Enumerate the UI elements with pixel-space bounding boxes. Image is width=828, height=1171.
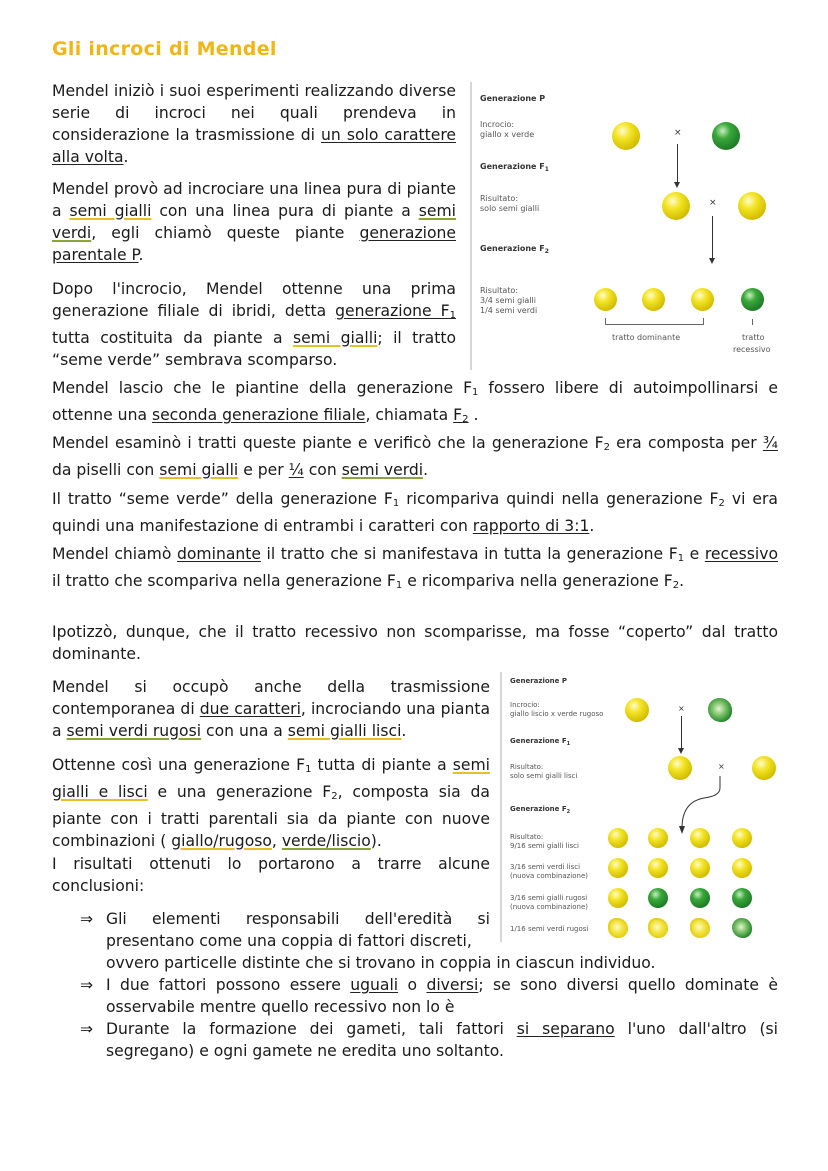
underlined-text: recessivo xyxy=(704,545,778,563)
underlined-text: ¼ xyxy=(288,461,304,479)
text: Mendel iniziò i suoi esperimenti realizzando diverse serie di incroci nei quali prendeva in considerazione la trasmissione di xyxy=(52,82,456,144)
implies-arrow-icon: ⇒ xyxy=(80,976,94,994)
underlined-text: diversi xyxy=(426,976,479,994)
paragraph-new-combinations xyxy=(52,754,490,852)
yellow-smooth-pea-icon xyxy=(608,888,628,908)
label-risultato: Risultato: xyxy=(480,194,519,203)
text: . xyxy=(589,517,595,535)
subscript: 2 xyxy=(603,442,610,453)
cross-symbol: × xyxy=(674,128,682,138)
green-pea-icon xyxy=(741,288,764,311)
arrow-down-icon xyxy=(709,258,715,264)
yellow-wrinkled-pea-icon xyxy=(690,918,710,938)
subscript: 2 xyxy=(331,791,338,802)
text: , egli chiamò queste piante xyxy=(91,224,360,242)
green-smooth-pea-icon xyxy=(732,888,752,908)
yellow-smooth-pea-icon xyxy=(690,828,710,848)
text: Ipotizzò, dunque, che il tratto recessivo non scomparisse, ma fosse “coperto” dal tratto dominante. xyxy=(52,623,778,663)
text: il tratto che scompariva nella generazione F xyxy=(52,572,396,590)
subscript: 2 xyxy=(718,498,725,509)
text: Mendel si occupò anche della trasmissione contemporanea di xyxy=(52,678,490,718)
highlight-semi-gialli-lisci: semi gialli lisci xyxy=(287,722,402,740)
subscript: 2 xyxy=(462,414,469,425)
text: vi era quindi una manifestazione di entrambi i caratteri con xyxy=(52,490,778,535)
highlight-semi-verdi-rugosi: semi verdi rugosi xyxy=(66,722,202,740)
yellow-smooth-pea-icon xyxy=(648,858,668,878)
curved-arrow-icon xyxy=(674,774,724,836)
label-risultato-f2-green: 1/4 semi verdi xyxy=(480,306,538,315)
cross-symbol: × xyxy=(718,762,725,771)
label-generazione-p: Generazione P xyxy=(480,94,546,103)
yellow-smooth-pea-icon xyxy=(608,858,628,878)
label-generazione-p: Generazione P xyxy=(510,677,567,685)
highlight-semi-gialli: semi gialli xyxy=(69,202,152,220)
subscript: 2 xyxy=(566,809,571,815)
paragraph-f2 xyxy=(52,377,778,431)
yellow-smooth-pea-icon xyxy=(648,828,668,848)
yellow-pea-icon xyxy=(738,192,766,220)
text: , composta sia da piante con i tratti parentali sia da piante con nuove combinazioni ( xyxy=(52,783,490,850)
text: e una generazione F xyxy=(147,783,332,801)
yellow-pea-icon xyxy=(662,192,690,220)
underlined-text: due caratteri xyxy=(199,700,301,718)
label-generazione-f2 xyxy=(510,804,570,817)
underlined-text: rapporto di 3:1 xyxy=(472,517,590,535)
text: Durante la formazione dei gameti, tali fattori xyxy=(106,1020,517,1038)
text: Generazione F xyxy=(510,737,567,745)
text: Mendel esaminò i tratti queste piante e verificò che la generazione F xyxy=(52,434,604,452)
text: tutta di piante a xyxy=(311,756,453,774)
label-nuova-combinazione: (nuova combinazione) xyxy=(510,903,588,911)
subscript: 1 xyxy=(566,741,571,747)
text: I due fattori possono essere xyxy=(106,976,351,994)
subscript: 2 xyxy=(672,580,680,591)
paragraph-f1 xyxy=(52,278,456,371)
implies-arrow-icon: ⇒ xyxy=(80,1020,94,1038)
text: ; il tratto “seme verde” sembrava scomparso. xyxy=(52,329,457,369)
conclusion-item-3 xyxy=(80,1018,780,1062)
cross-symbol: × xyxy=(709,198,717,208)
paragraph-cross xyxy=(52,178,456,266)
page-title: Gli incroci di Mendel xyxy=(52,38,277,60)
cross-symbol: × xyxy=(678,704,685,713)
text: ricompariva quindi nella generazione F xyxy=(399,490,719,508)
text: Mendel provò ad incrociare una linea pura di piante a xyxy=(52,180,456,220)
subscript: 2 xyxy=(544,248,549,255)
text: con una a xyxy=(201,722,288,740)
text: . xyxy=(401,722,407,740)
text: Mendel chiamò xyxy=(52,545,177,563)
figure-dihybrid-cross xyxy=(500,672,792,942)
figure-monohybrid-cross xyxy=(470,82,792,370)
yellow-pea-icon xyxy=(691,288,714,311)
subscript: 1 xyxy=(305,764,312,775)
paragraph-hypothesis xyxy=(52,621,778,665)
text: con una linea pura di piante a xyxy=(151,202,419,220)
label-risultato-f2-yellow: 3/4 semi gialli xyxy=(480,296,536,305)
label-risultato-f2: Risultato: xyxy=(510,833,544,841)
text: . xyxy=(468,406,479,424)
paragraph-two-traits xyxy=(52,676,490,742)
text: ovvero particelle distinte che si trovano in coppia in ciascun individuo. xyxy=(106,954,656,972)
text: l'uno dall'altro (si segregano) e ogni gamete ne eredita uno soltanto. xyxy=(106,1020,779,1060)
text: Il tratto “seme verde” della generazione F xyxy=(52,490,393,508)
yellow-smooth-pea-icon xyxy=(732,828,752,848)
label-incrocio: Incrocio: xyxy=(480,120,515,129)
conclusion-item-1-cont xyxy=(106,952,786,974)
conclusion-item-2 xyxy=(80,974,780,1018)
text: , xyxy=(271,832,282,850)
text: Ottenne così una generazione F xyxy=(52,756,306,774)
green-wrinkled-pea-icon xyxy=(708,698,732,722)
text: con xyxy=(303,461,342,479)
paragraph-ratio xyxy=(52,432,778,481)
subscript: 1 xyxy=(544,166,549,173)
underlined-text: dominante xyxy=(176,545,261,563)
arrow-line xyxy=(712,216,713,258)
label-9-16: 9/16 semi gialli lisci xyxy=(510,842,579,850)
text: era composta per xyxy=(609,434,763,452)
text: F xyxy=(453,406,463,424)
label-3-16-verdi-lisci: 3/16 semi verdi lisci xyxy=(510,863,581,871)
label-tratto: tratto xyxy=(742,333,765,342)
text: . xyxy=(679,572,685,590)
paragraph-intro xyxy=(52,80,456,168)
label-1-16: 1/16 semi verdi rugosi xyxy=(510,925,589,933)
text: da piselli con xyxy=(52,461,160,479)
yellow-smooth-pea-icon xyxy=(752,756,776,780)
label-incrocio: Incrocio: xyxy=(510,701,540,709)
yellow-pea-icon xyxy=(642,288,665,311)
label-3-16-gialli-rugosi: 3/16 semi gialli rugosi xyxy=(510,894,588,902)
green-smooth-pea-icon xyxy=(690,888,710,908)
implies-arrow-icon: ⇒ xyxy=(80,910,94,928)
highlight-semi-verdi: semi verdi xyxy=(341,461,424,479)
underlined-text xyxy=(335,302,456,320)
underlined-text: si separano xyxy=(516,1020,615,1038)
text: e ricompariva nella generazione F xyxy=(402,572,673,590)
label-risultato: Risultato: xyxy=(510,763,544,771)
underlined-text: uguali xyxy=(350,976,399,994)
label-risultato-detail: solo semi gialli lisci xyxy=(510,772,578,780)
label-generazione-f1 xyxy=(480,162,549,175)
label-nuova-combinazione: (nuova combinazione) xyxy=(510,872,588,880)
underlined-text xyxy=(453,406,468,424)
yellow-smooth-pea-icon xyxy=(625,698,649,722)
arrow-line xyxy=(677,144,678,182)
arrow-down-icon xyxy=(678,748,684,754)
yellow-smooth-pea-icon xyxy=(732,858,752,878)
subscript: 1 xyxy=(472,387,479,398)
text: , chiamata xyxy=(365,406,454,424)
text: e xyxy=(684,545,705,563)
label-incrocio-detail: giallo liscio x verde rugoso xyxy=(510,710,604,718)
recessive-tick xyxy=(752,319,753,325)
label-generazione-f1 xyxy=(510,736,570,749)
yellow-wrinkled-pea-icon xyxy=(608,918,628,938)
text: ; se sono diversi quello dominate è osservabile mentre quello recessivo non lo è xyxy=(106,976,778,1016)
highlight-semi-verdi: semi verdi xyxy=(52,202,456,242)
text: ). xyxy=(370,832,382,850)
text: . xyxy=(423,461,429,479)
text: Generazione F xyxy=(480,162,545,171)
text: o xyxy=(398,976,427,994)
text: . xyxy=(138,246,144,264)
label-generazione-f2 xyxy=(480,244,549,257)
text: Dopo l'incrocio, Mendel ottenne una prima generazione filiale di ibridi, detta xyxy=(52,280,456,320)
text: Mendel lascio che le piantine della generazione F xyxy=(52,379,473,397)
text: . xyxy=(123,148,129,166)
green-pea-icon xyxy=(712,122,740,150)
subscript: 1 xyxy=(449,310,456,321)
underlined-text: generazione parentale P xyxy=(52,224,456,264)
label-incrocio-detail: giallo x verde xyxy=(480,130,535,139)
text: , incrociando una pianta a xyxy=(52,700,490,740)
highlight-giallo-rugoso: giallo/rugoso xyxy=(171,832,272,850)
subscript: 1 xyxy=(395,580,403,591)
label-risultato-f2: Risultato: xyxy=(480,286,519,295)
text: fossero libere di autoimpollinarsi e ottenne una xyxy=(52,379,778,424)
arrow-down-icon xyxy=(674,182,680,188)
yellow-smooth-pea-icon xyxy=(608,828,628,848)
text: il tratto che si manifestava in tutta la generazione F xyxy=(260,545,678,563)
arrow-line xyxy=(681,716,682,748)
highlight-semi-gialli: semi gialli xyxy=(292,329,378,347)
paragraph-reappear xyxy=(52,488,778,537)
highlight-semi-gialli-lisci: semi gialli e lisci xyxy=(52,756,490,801)
underlined-text: ¾ xyxy=(762,434,778,452)
label-risultato-detail: solo semi gialli xyxy=(480,204,540,213)
paragraph-conclusions xyxy=(52,853,490,897)
dominant-bracket xyxy=(605,318,704,325)
text: e per xyxy=(238,461,289,479)
green-wrinkled-pea-icon xyxy=(732,918,752,938)
text: Generazione F xyxy=(480,244,545,253)
text: Gli elementi responsabili dell'eredità si presentano come una coppia di fattori discreti, xyxy=(106,910,490,950)
text: generazione F xyxy=(335,302,450,320)
text: Generazione F xyxy=(510,805,567,813)
yellow-wrinkled-pea-icon xyxy=(648,918,668,938)
underlined-text: un solo carattere alla volta xyxy=(52,126,456,166)
yellow-pea-icon xyxy=(594,288,617,311)
subscript: 1 xyxy=(677,553,685,564)
label-recessivo: recessivo xyxy=(733,345,771,354)
highlight-semi-gialli: semi gialli xyxy=(159,461,239,479)
subscript: 1 xyxy=(392,498,400,509)
underlined-text: seconda generazione filiale xyxy=(151,406,366,424)
highlight-verde-liscio: verde/liscio xyxy=(281,832,371,850)
green-smooth-pea-icon xyxy=(648,888,668,908)
text: I risultati ottenuti lo portarono a trarre alcune conclusioni: xyxy=(52,855,490,895)
paragraph-dominant-recessive xyxy=(52,543,778,597)
label-tratto-dominante: tratto dominante xyxy=(612,333,681,342)
yellow-pea-icon xyxy=(612,122,640,150)
text: tutta costituita da piante a xyxy=(52,329,293,347)
yellow-smooth-pea-icon xyxy=(690,858,710,878)
